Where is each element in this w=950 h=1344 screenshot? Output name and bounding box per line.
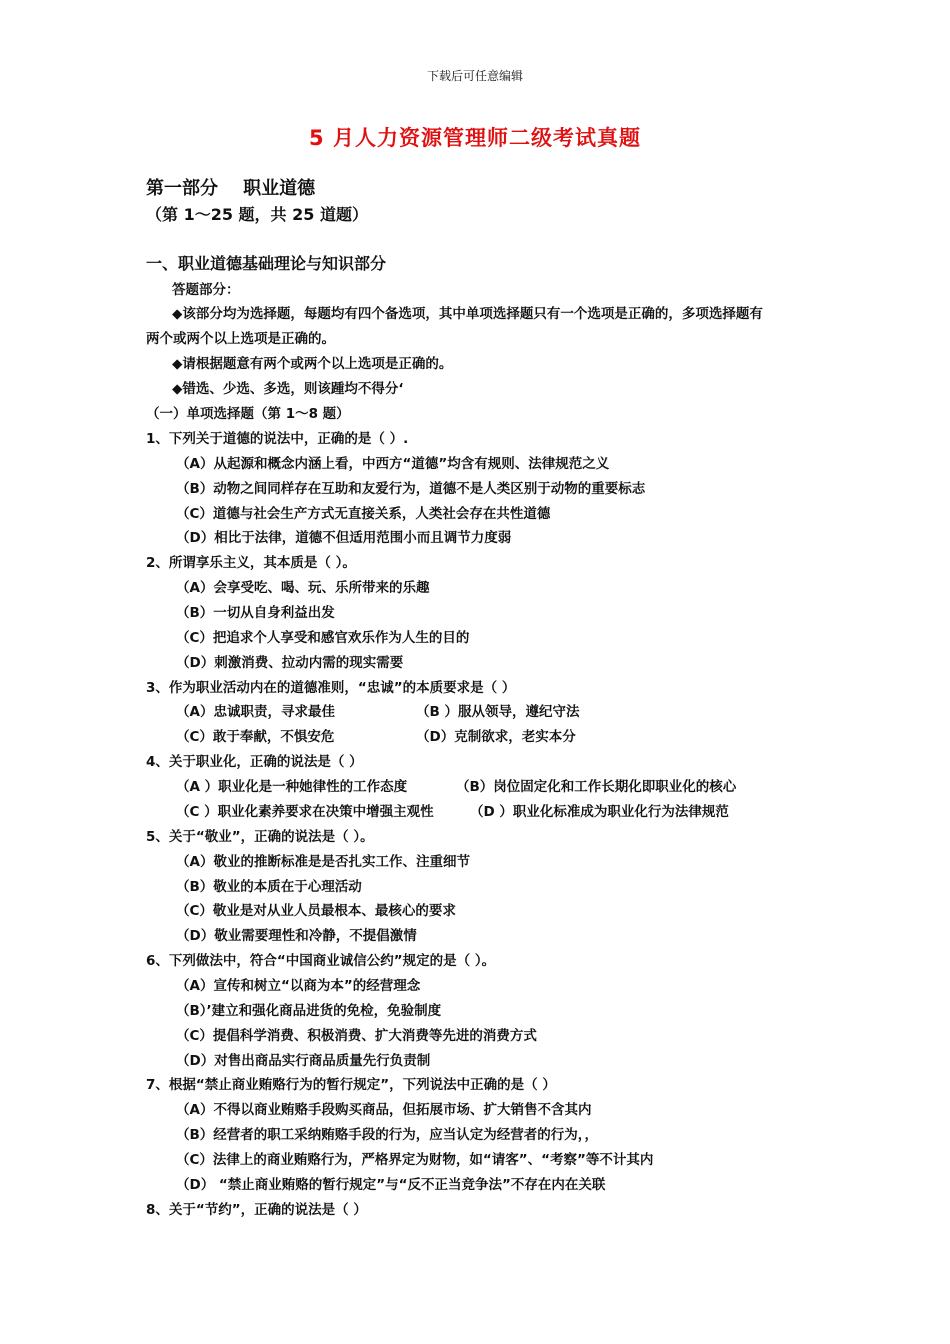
question-range: （第 1～25 题，共 25 道题） bbox=[146, 205, 368, 224]
option: （C）法律上的商业贿赂行为，严格界定为财物，如“请客”、“考察”等不计其内 bbox=[176, 1152, 654, 1168]
option: （D）刺激消费、拉动内需的现实需要 bbox=[176, 655, 404, 671]
option: （B）’建立和强化商品进货的免检，免验制度 bbox=[176, 1003, 442, 1019]
question: 1、下列关于道德的说法中，正确的是（ ）. bbox=[146, 431, 409, 447]
question: 3、作为职业活动内在的道德准则，“忠诚”的本质要求是（ ） bbox=[146, 680, 516, 696]
option: （B）敬业的本质在于心理活动 bbox=[176, 879, 362, 895]
instruction-label: 答题部分： bbox=[172, 282, 240, 298]
question: 7、根据“禁止商业贿赂行为的暂行规定”，下列说法中正确的是（ ） bbox=[146, 1077, 556, 1093]
option: （A）不得以商业贿赂手段购买商品，但拓展市场、扩大销售不含其内 bbox=[176, 1102, 592, 1118]
option: （C ）职业化素养要求在决策中增强主观性 bbox=[176, 804, 434, 820]
question: 8、关于“节约”，正确的说法是（ ） bbox=[146, 1202, 367, 1218]
option: （B ）服从领导，遵纪守法 bbox=[416, 704, 580, 720]
instruction-line: ◆错选、少选、多选，则该踵均不得分‘ bbox=[172, 381, 404, 397]
subsection-heading: （一）单项选择题（第 1～8 题） bbox=[146, 406, 350, 422]
question: 2、所谓享乐主义，其本质是（ ）。 bbox=[146, 555, 356, 571]
option: （B）岗位固定化和工作长期化即职业化的核心 bbox=[456, 779, 737, 795]
option: （C）把追求个人享受和感官欢乐作为人生的目的 bbox=[176, 630, 470, 646]
question: 5、关于“敬业”，正确的说法是（ ）。 bbox=[146, 829, 374, 845]
instruction-line: ◆该部分均为选择题，每题均有四个备选项，其中单项选择题只有一个选项是正确的，多项选择题有 bbox=[172, 306, 763, 322]
option: （B）一切从自身利益出发 bbox=[176, 605, 335, 621]
option: （D ）职业化标准成为职业化行为法律规范 bbox=[470, 804, 729, 820]
option: （A）忠诚职责，寻求最佳 bbox=[176, 704, 335, 720]
part-heading: 第一部分 职业道德 bbox=[146, 178, 316, 199]
option: （A）敬业的推断标准是是否扎实工作、注重细节 bbox=[176, 854, 470, 870]
option: （D） “禁止商业贿赂的暂行规定”与“反不正当竞争法”不存在内在关联 bbox=[176, 1177, 606, 1193]
option: （A）会享受吃、喝、玩、乐所带来的乐趣 bbox=[176, 580, 430, 596]
option: （C）道德与社会生产方式无直接关系，人类社会存在共性道德 bbox=[176, 506, 551, 522]
option: （A）从起源和概念内涵上看，中西方“道德”均含有规则、法律规范之义 bbox=[176, 456, 610, 472]
instruction-line: 两个或两个以上选项是正确的。 bbox=[146, 331, 335, 347]
page-header: 下载后可任意编辑 bbox=[426, 69, 523, 83]
section-heading: 一、职业道德基础理论与知识部分 bbox=[146, 254, 387, 273]
question: 4、关于职业化，正确的说法是（ ） bbox=[146, 754, 363, 770]
option: （C）敬业是对从业人员最根本、最核心的要求 bbox=[176, 903, 456, 919]
option: （C）提倡科学消费、积极消费、扩大消费等先进的消费方式 bbox=[176, 1028, 537, 1044]
question: 6、下列做法中，符合“中国商业诚信公约”规定的是（ ）。 bbox=[146, 953, 496, 969]
option: （D）敬业需要理性和冷静，不提倡激情 bbox=[176, 928, 417, 944]
document-title: 5 月人力资源管理师二级考试真题 bbox=[309, 126, 641, 150]
option: （A ）职业化是一种她律性的工作态度 bbox=[176, 779, 408, 795]
instruction-line: ◆请根据题意有两个或两个以上选项是正确的。 bbox=[172, 356, 453, 372]
option: （D）相比于法律，道德不但适用范围小而且调节力度弱 bbox=[176, 530, 512, 546]
option: （A）宣传和树立“以商为本”的经营理念 bbox=[176, 978, 421, 994]
option: （B）经营者的职工采纳贿赂手段的行为，应当认定为经营者的行为，， bbox=[176, 1127, 599, 1143]
option: （D）克制欲求，老实本分 bbox=[416, 729, 576, 745]
option: （D）对售出商品实行商品质量先行负责制 bbox=[176, 1053, 431, 1069]
option: （B）动物之间同样存在互助和友爱行为，道德不是人类区别于动物的重要标志 bbox=[176, 481, 646, 497]
option: （C）敢于奉献，不惧安危 bbox=[176, 729, 335, 745]
